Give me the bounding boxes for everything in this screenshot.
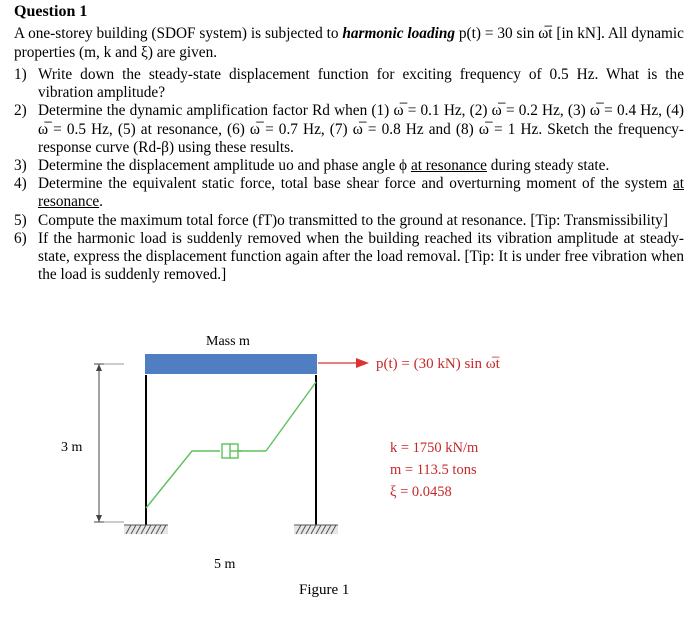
question-item-number: 3) xyxy=(14,157,27,175)
question-item-text: Write down the steady-state displacement function for exciting frequency of 0.5 Hz. What is the vibration amplitude? xyxy=(38,66,684,102)
damper-spring-linkage xyxy=(146,382,316,508)
mass-label: Mass m xyxy=(206,334,250,349)
mass-value-label: m = 113.5 tons xyxy=(390,462,477,478)
question-item-text: during steady state. xyxy=(486,157,610,175)
question-item-text: Compute the maximum total force (fT)o transmitted to the ground at resonance. [Tip: Transmissibility] xyxy=(38,211,668,229)
width-label: 5 m xyxy=(214,557,236,572)
height-arrow-top xyxy=(96,364,102,371)
question-item-text: Determine the equivalent static force, total base shear force and overturning moment of the system xyxy=(38,175,673,193)
height-arrow-bottom xyxy=(96,515,102,522)
question-item-number: 2) xyxy=(14,102,27,120)
question-item-number: 5) xyxy=(14,211,27,229)
height-label: 3 m xyxy=(61,440,83,455)
force-arrow-head xyxy=(356,358,369,368)
question-item-text: If the harmonic load is suddenly removed when the building reached its vibration amplitude at steady-state, express the displacement function again after the load removal. [Tip: It is under free vibration when the load is suddenly removed.] xyxy=(38,229,684,284)
question-item-number: 6) xyxy=(14,229,27,247)
figure-caption: Figure 1 xyxy=(299,582,350,598)
stiffness-label: k = 1750 kN/m xyxy=(390,440,479,456)
intro-text-a: A one-storey building (SDOF system) is subjected to xyxy=(14,25,343,42)
question-item-number: 4) xyxy=(14,175,27,193)
question-item-text: . xyxy=(99,193,103,211)
question-item-text: at resonance xyxy=(410,157,487,175)
question-title: Question 1 xyxy=(14,3,88,20)
question-item-text: Determine the displacement amplitude uo and phase angle ϕ xyxy=(38,157,411,175)
force-label: p(t) = (30 kN) sin ω̅t xyxy=(376,356,500,372)
left-support-hatch xyxy=(124,525,168,534)
intro-text-b: p(t) = 30 sin ω̅t [in kN]. All dynamic properties (m, k and ξ) are given. xyxy=(14,25,684,61)
right-support-hatch xyxy=(294,525,338,534)
intro-emphasis: harmonic loading xyxy=(342,25,456,42)
damping-ratio-label: ξ = 0.0458 xyxy=(390,484,452,500)
mass-block xyxy=(145,354,317,374)
question-item-number: 1) xyxy=(14,66,27,83)
question-item-text: at resonance xyxy=(38,175,684,211)
question-item-text: Determine the dynamic amplification factor Rd when (1) ω̅ = 0.1 Hz, (2) ω̅ = 0.2 Hz, (3) ω̅ = 0.4 Hz, (4) ω̅ = 0.5 Hz, (5) at resonance, (6) ω̅ = 0.7 Hz, (7) ω̅ = 0.8 Hz and (8) ω̅ = 1 Hz. Sketch the frequency-response curve (Rd-β) using these results. xyxy=(38,102,684,156)
